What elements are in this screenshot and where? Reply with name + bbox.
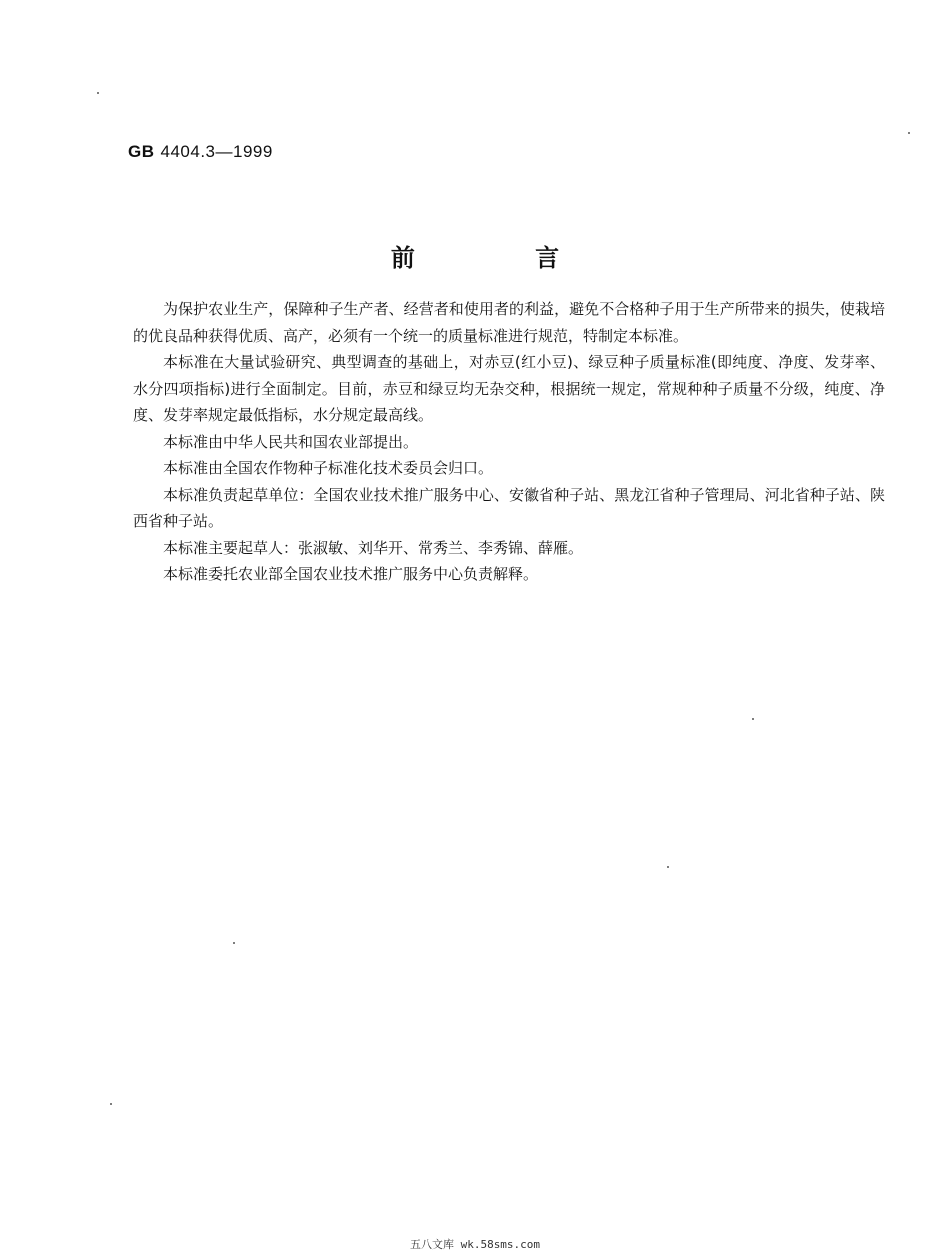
- scan-speck: [110, 1103, 112, 1105]
- paragraph: 为保护农业生产，保障种子生产者、经营者和使用者的利益，避免不合格种子用于生产所带来的损失，使栽培的优良品种获得优质、高产，必须有一个统一的质量标准进行规范，特制定本标准。: [133, 300, 885, 345]
- scan-speck: [908, 132, 910, 134]
- paragraph: 本标准由全国农作物种子标准化技术委员会归口。: [163, 459, 494, 477]
- paragraph: 本标准在大量试验研究、典型调查的基础上，对赤豆(红小豆)、绿豆种子质量标准(即纯度、净度、发芽率、水分四项指标)进行全面制定。目前，赤豆和绿豆均无杂交种，根据统一规定，常规种种子质量不分级，纯度、净度、发芽率规定最低指标，水分规定最高线。: [133, 353, 885, 424]
- standard-code-prefix: GB: [128, 142, 155, 161]
- standard-code-number: 4404.3—1999: [160, 142, 273, 161]
- paragraph: 本标准负责起草单位：全国农业技术推广服务中心、安徽省种子站、黑龙江省种子管理局、河北省种子站、陕西省种子站。: [133, 485, 885, 530]
- paragraph: 本标准委托农业部全国农业技术推广服务中心负责解释。: [163, 565, 539, 583]
- scan-speck: [97, 92, 99, 94]
- paragraph: 本标准由中华人民共和国农业部提出。: [163, 432, 419, 451]
- scan-speck: [752, 718, 754, 720]
- foreword-body: [133, 296, 885, 588]
- footer-watermark: 五八文库 wk.58sms.com: [409, 1238, 541, 1251]
- paragraph: 本标准主要起草人：张淑敏、刘华开、常秀兰、李秀锦、薛雁。: [163, 538, 584, 557]
- page-title: 前 言: [390, 244, 616, 272]
- standard-code: [128, 142, 273, 162]
- scan-speck: [667, 866, 669, 868]
- scan-speck: [233, 942, 235, 944]
